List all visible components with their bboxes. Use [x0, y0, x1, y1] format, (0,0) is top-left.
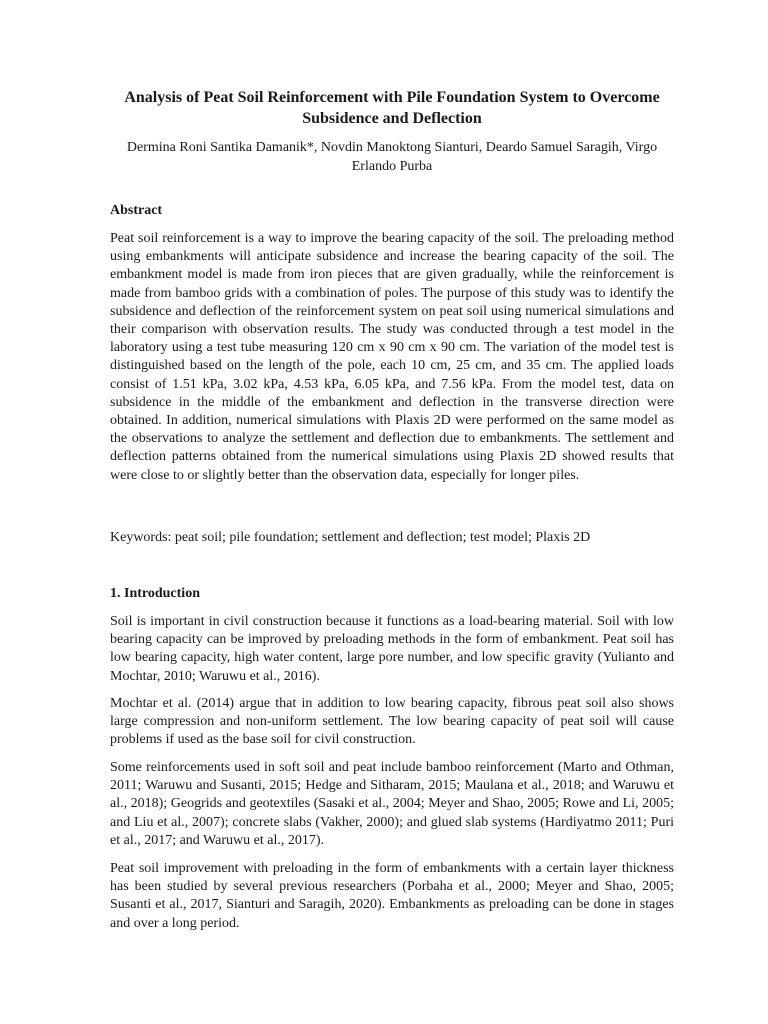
intro-paragraph-1: Soil is important in civil construction because it functions as a load-bearing material. Soil with low bearing capacity can be improved by preloading methods in the form of embankment. Peat soil has low bearing capacity, high water content, large pore number, and low specific gravity (Yulianto and Mochtar, 2010; Waruwu et al., 2016). — [110, 614, 674, 684]
author-list: Dermina Roni Santika Damanik*, Novdin Manoktong Sianturi, Deardo Samuel Saragih, Virgo Erlando Purba — [126, 140, 658, 174]
keywords: Keywords: peat soil; pile foundation; settlement and deflection; test model; Plaxis 2D — [110, 530, 591, 545]
abstract-heading: Abstract — [110, 203, 163, 218]
intro-paragraph-4: Peat soil improvement with preloading in the form of embankments with a certain layer thickness has been studied by several previous researchers (Porbaha et al., 2000; Meyer and Shao, 2005; Susanti et al., 2017, Sianturi and Saragih, 2020). Embankments as preloading can be done in stages and over a long period. — [110, 861, 674, 931]
intro-paragraph-2: Mochtar et al. (2014) argue that in addition to low bearing capacity, fibrous peat soil also shows large compression and non-uniform settlement. The low bearing capacity of peat soil will cause problems if used as the base soil for civil construction. — [110, 696, 674, 748]
paper-title: Analysis of Peat Soil Reinforcement with Pile Foundation System to Overcome Subsidence and Deflection — [124, 89, 660, 127]
introduction-heading: 1. Introduction — [110, 586, 200, 601]
abstract-text: Peat soil reinforcement is a way to improve the bearing capacity of the soil. The preloading method using embankments will anticipate subsidence and increase the bearing capacity of the soil. The embankment model is made from iron pieces that are given gradually, while the reinforcement is made from bamboo grids with a combination of poles. The purpose of this study was to identify the subsidence and deflection of the reinforcement system on peat soil using numerical simulations and their comparison with observation results. The study was conducted through a test model in the laboratory using a test tube measuring 120 cm x 90 cm x 90 cm. The variation of the model test is distinguished based on the length of the pole, each 10 cm, 25 cm, and 35 cm. The applied loads consist of 1.51 kPa, 3.02 kPa, 4.53 kPa, 6.05 kPa, and 7.56 kPa. From the model test, data on subsidence in the middle of the embankment and deflection in the transverse direction were obtained. In addition, numerical simulations with Plaxis 2D were performed on the same model as the observations to analyze the settlement and deflection due to embankments. The settlement and deflection patterns obtained from the numerical simulations using Plaxis 2D showed results that were close to or slightly better than the observation data, especially for longer piles. — [110, 231, 674, 483]
intro-paragraph-3: Some reinforcements used in soft soil and peat include bamboo reinforcement (Marto and Othman, 2011; Waruwu and Susanti, 2015; Hedge and Sitharam, 2015; Maulana et al., 2018; and Waruwu et al., 2018); Geogrids and geotextiles (Sasaki et al., 2004; Meyer and Shao, 2005; Rowe and Li, 2005; and Liu et al., 2007); concrete slabs (Vakher, 2000); and glued slab systems (Hardiyatmo 2011; Puri et al., 2017; and Waruwu et al., 2017). — [110, 760, 674, 848]
